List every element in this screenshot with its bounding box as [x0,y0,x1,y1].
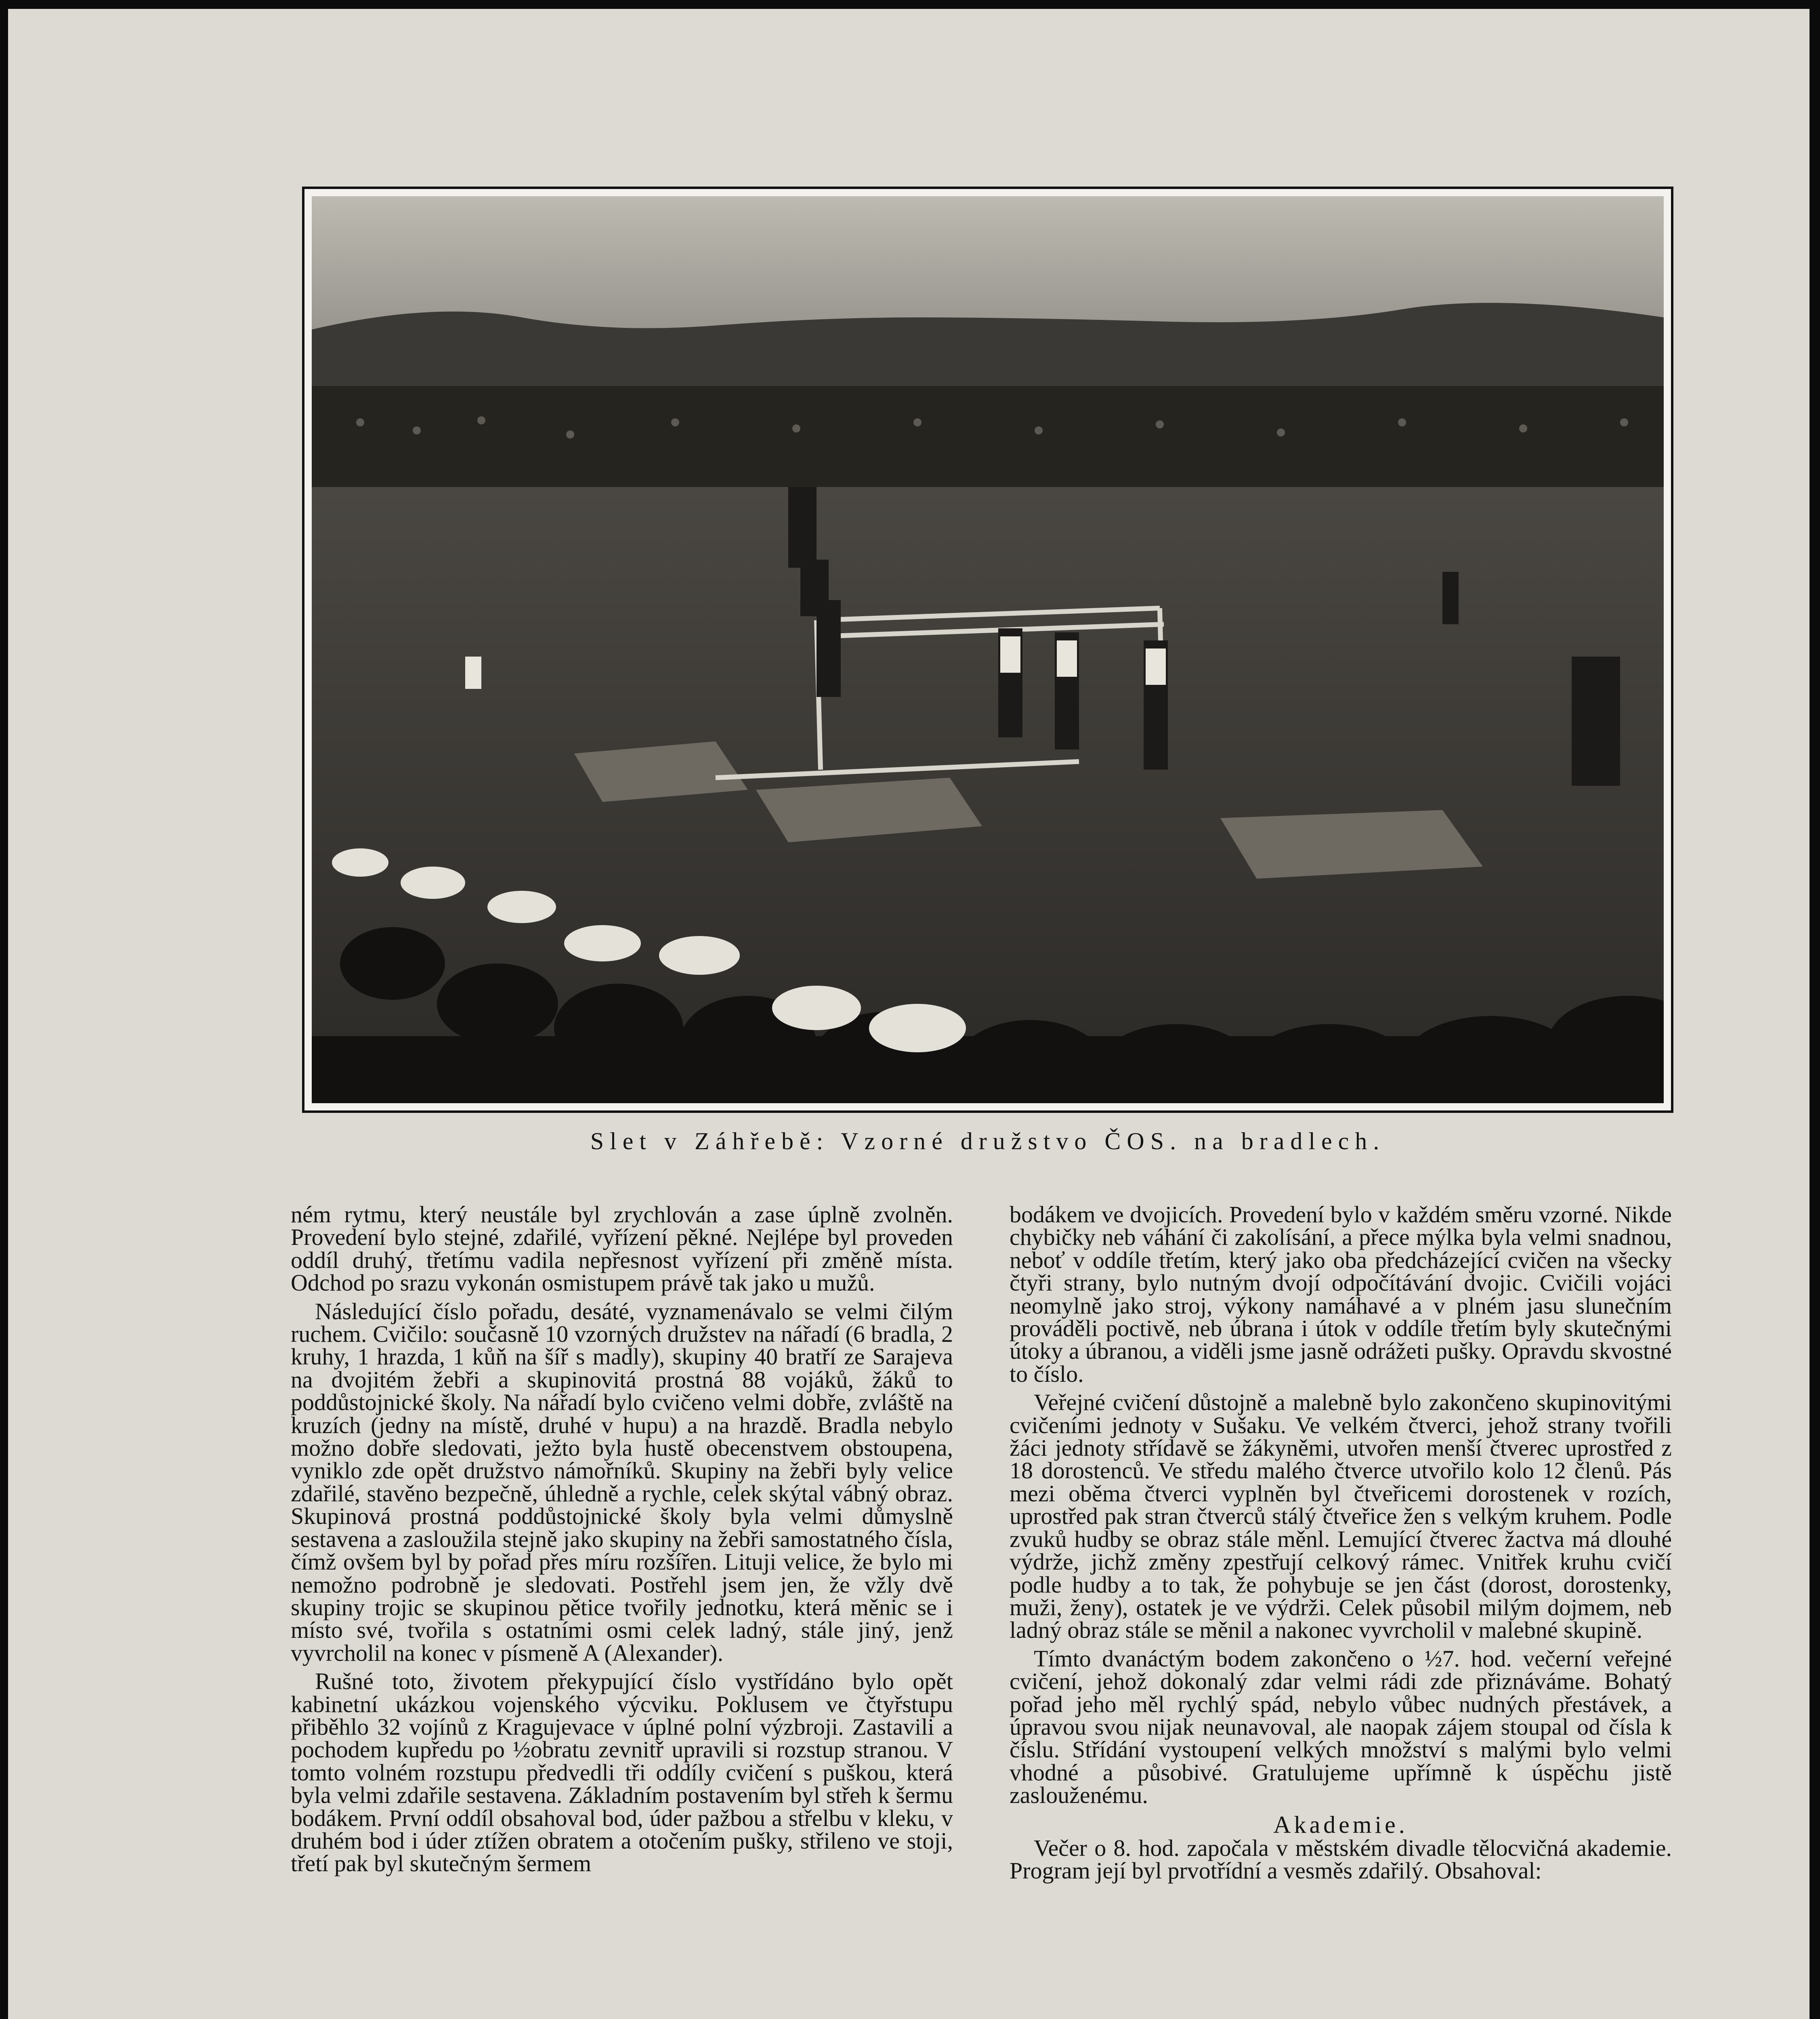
page [8,9,1810,2019]
paragraph: Rušné toto, životem překypující číslo vystřídáno bylo opět kabinetní ukázkou vojenského výcviku. Poklusem ve čtyřstupu přiběhlo 32 vojínů z Kragujevace v úplné polní výzbroji. Zastavili a pochodem kupředu po ½obratu zevnitř upravili si rozstup stranou. V tomto volném rozstupu předvedli tři oddíly cvičení s puškou, která byla velmi zdařile sestavena. Základním postavením byl střeh k šermu bodákem. První oddíl obsahoval bod, úder pažbou a střelbu v kleku, v druhém bod i úder ztížen obratem a otočením pušky, střileno ve stoji, třetí pak byl skutečným šermem [291,1668,953,1877]
paragraph: Večer o 8. hod. započala v městském divadle tělocvičná akademie. Program její byl prvotřídní a vesměs zdařilý. Obsahoval: [1010,1834,1672,1884]
gymnastics-photo [312,196,1664,1103]
paragraph: bodákem ve dvojicích. Provedení bylo v každém směru vzorné. Nikde chybičky neb váhání či zakolísání, a přece mýlka byla velmi snadnou, neboť v oddíle třetím, který jako oba předcházející cvičen na všecky čtyři strany, bylo nutným dvojí odpočítávání dvojic. Cvičili vojáci neomylně jako stroj, výkony namáhavé a v plném jasu slunečním prováděli poctivě, neb úbrana i útok v oddíle třetím byly skutečnými útoky a úbranou, a viděli jsme jasně odrážeti pušky. Opravdu skvostné to číslo. [1010,1201,1672,1387]
paragraph: Následující číslo pořadu, desáté, vyznamenávalo se velmi čilým ruchem. Cvičilo: současně 10 vzorných družstev na nářadí (6 bradla, 2 kruhy, 1 hrazda, 1 kůň na šíř s madly), skupiny 40 bratří ze Sarajeva na dvojitém žebři a skupinovitá prostná 88 vojáků, žáků to poddůstojnické školy. Na nářadí bylo cvičeno velmi dobře, zvláště na kruzích (jedny na místě, druhé v hupu) a na hrazdě. Bradla nebylo možno dobře sledovati, ježto byla hustě obecenstvem obstoupena, vyniklo zde opět družstvo námořníků. Skupiny na žebři byly velice zdařilé, stavěno bezpečně, úhledně a rychle, celek skýtal vábný obraz. Skupinová prostná poddůstojnické školy byla velmi důmyslně sestavena a zasloužila stejně jako skupiny na žebři samostatného čísla, čímž ovšem byl by pořad přes míru rozšířen. Lituji velice, že bylo mi nemožno podrobně je sledovati. Postřehl jsem jen, že vžly dvě skupiny trojic se skupinou pětice tvořily jednotku, která měnic se i místo své, tvořila s ostatními osmi celek ladný, stále jiný, jenž vyvrcholil na konec v písmeně A (Alexander). [291,1298,953,1666]
paragraph: ném rytmu, který neustále byl zrychlován a zase úplně zvolněn. Provedení bylo stejné, zdařilé, vyřízení pěkné. Nejlépe byl proveden oddíl druhý, třetímu vadila nepřesnost vyřízení při změně místa. Odchod po srazu vykonán osmistupem právě tak jako u mužů. [291,1201,953,1296]
section-heading: Akademie. [1273,1811,1408,1838]
paragraph: Tímto dvanáctým bodem zakončeno o ½7. hod. večerní veřejné cvičení, jehož dokonalý zdar velmi rádi zde přiznáváme. Bohatý pořad jeho měl rychlý spád, nebylo vůbec nudných přestávek, a úpravou svou nijak neunavoval, ale naopak zájem stoupal od čísla k číslu. Střídání vystoupení velkých množství s malými bylo velmi vhodné a působivé. Gratulujeme upřímně k úspěchu jistě zaslouženému. [1010,1645,1672,1809]
photo-illustration [312,196,1664,1103]
left-text-column [291,1203,953,1881]
photo-caption: Slet v Záhřebě: Vzorné družstvo ČOS. na bradlech. [590,1128,1385,1154]
photo-frame [302,187,1673,1113]
paragraph: Veřejné cvičení důstojně a malebně bylo zakončeno skupinovitými cvičeními jednoty v Sušaku. Ve velkém čtverci, jehož strany tvořili žáci jednoty střídavě se žákyněmi, utvořen menší čtverec uprostřed z 18 dorostenců. Ve středu malého čtverce utvořilo kolo 12 členů. Pás mezi oběma čtverci vyplněn byl čtveřicemi dorostenek v rozích, uprostřed pak stran čtverců stálý čtveřice žen s velkým kruhem. Podle zvuků hudby se obraz stále měnl. Lemující čtverec žactva má dlouhé výdrže, jichž změny zpestřují celkový rámec. Vnitřek kruhu cvičí podle hudby a to tak, že pohybuje se jen část (dorost, dorostenky, muži, ženy), ostatek je ve výdrži. Celek působil milým dojmem, neb ladný obraz stále se měnil a nakonec vyvrcholil v malebné skupině. [1010,1389,1672,1643]
right-text-column [1010,1203,1672,1888]
